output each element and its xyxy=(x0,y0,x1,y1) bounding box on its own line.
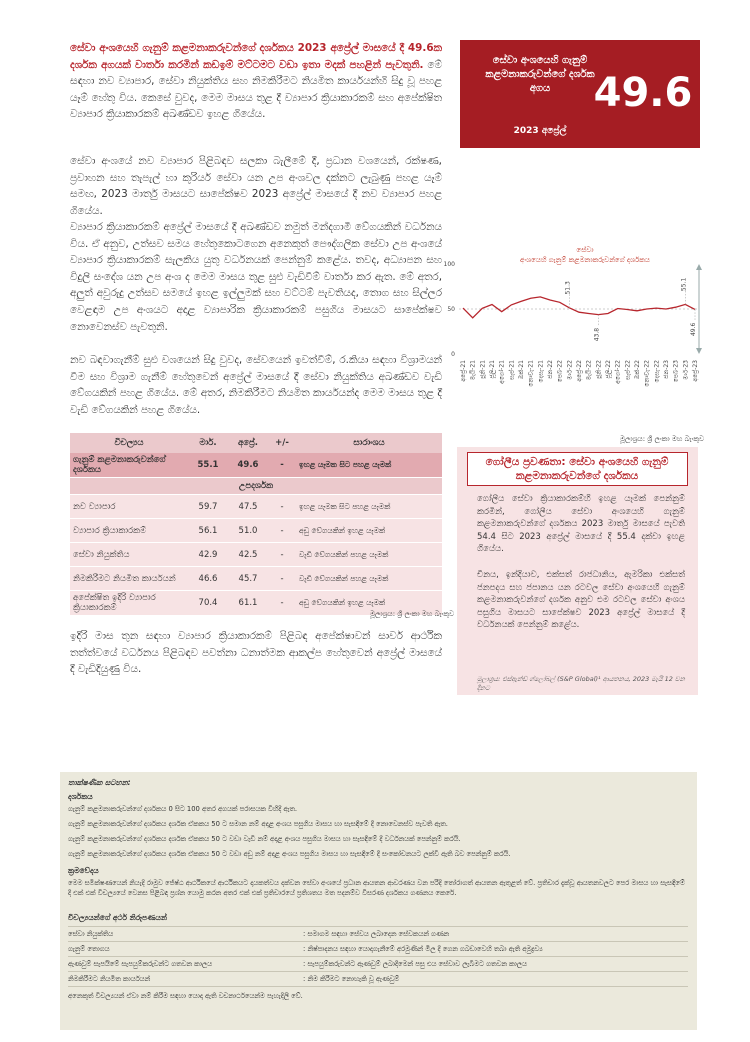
pmi-value-box xyxy=(460,40,700,148)
notes-divider xyxy=(68,926,688,927)
chart-series-line xyxy=(463,297,695,318)
x-tick-label: සැප්-21 xyxy=(508,360,516,380)
table-cell: - xyxy=(268,567,296,591)
x-tick-label: පෙබ-23 xyxy=(672,360,680,383)
pmi-value: 49.6 xyxy=(593,70,693,116)
x-tick-label: ජන-22 xyxy=(547,360,554,379)
x-tick-label: නොවැ-21 xyxy=(527,360,535,387)
x-tick-label: නොවැ-22 xyxy=(643,360,651,387)
global-trends-box xyxy=(457,447,698,695)
table-header: +/- xyxy=(268,433,296,453)
global-trends-paragraph: ගෝලීය සේවා ක්‍රියාකාරකම්හි ඉහළ යෑමක් පෙන්නුම් කරමින්, ගෝලීය සේවා අංශයෙහි ගැනුම් කළමනාකරුවන්ගේ දර්ශකය 2023 මාර්තු මාසයේ පැවති 54.4 සිට 2023 අප්‍රේල් මාසයේ දී 55.4 දක්වා ඉහළ ගියේය. xyxy=(477,494,685,554)
x-tick-label: ඔක්-22 xyxy=(634,360,641,380)
x-tick-label: අප්‍රේ-23 xyxy=(692,360,699,382)
paragraph-outlook: ඉදිරි මාස තුන සඳහා ව්‍යාපාර ක්‍රියාකාරකම් පිළිබඳ අපේක්ෂාවන් සාර්ව ආර්ථික තත්ත්වයේ වර්ධනය පිළිබඳව පවත්නා ධනාත්මක ආකල්ප හේතුවෙන් අප්‍රේල් මාසයේ දී වැඩිදියුණු විය. xyxy=(70,630,442,676)
table-source: මූලාශ්‍රය: ශ්‍රී ලංකා මහ බැංකුව xyxy=(370,610,455,618)
table-cell: 49.6 xyxy=(228,453,268,478)
table-cell: 45.7 xyxy=(228,567,268,591)
paragraph-new-business: සේවා අංශයේ නව ව්‍යාපාර පිළිබඳව සලකා බැලීමේ දී, ප්‍රධාන වශයෙන්, රක්ෂණ, ප්‍රවාහන සහ තැපැල් හා කුරියර් සේවා යන උප අංශවල දක්නට ලැබුණු පහළ යෑම් සමඟ, 2023 මාර්තු මාසයට සාපේක්ෂව 2023 අප්‍රේල් මාසයේ දී නව ව්‍යාපාර පහළ ගියේය. xyxy=(70,155,442,217)
x-tick-label: ජූලි-21 xyxy=(489,360,496,379)
x-tick-label: මැයි-22 xyxy=(585,360,593,381)
x-tick-label: දෙසැ-22 xyxy=(653,360,661,383)
chart-title-line: අංශයෙහි ගැනුම් කළමනාකරුවන්ගේ දර්ශකය xyxy=(520,256,650,264)
definition-term: නිමකිරීමට නියමිත කාර්යයන් xyxy=(68,975,151,983)
data-label: 43.8 xyxy=(593,327,601,342)
table-cell: නිමකිරීමට නියමිත කාර්යයන් xyxy=(70,567,188,591)
notes-index-line: ගැනුම් කළමනාකරුවන්ගේ දර්ශකය දර්ශක ඒකකය 50 ට වඩා වැඩි නම් අදාළ අංශය පසුගිය මාසය හා සැසඳීමේ දී වර්ධනයක් පෙන්නුම් කරයි. xyxy=(68,835,461,843)
sub-index-table xyxy=(70,433,442,616)
definition-text: : සමාගම සඳහා සේවය ලබාදෙන සේවකයන් ගණන xyxy=(303,930,450,938)
scale-arrow-up xyxy=(696,264,702,270)
table-row xyxy=(70,519,442,543)
data-label: 51.3 xyxy=(564,281,572,295)
table-subheader-row xyxy=(70,478,442,495)
notes-index-line: ගැනුම් කළමනාකරුවන්ගේ දර්ශකය දර්ශක ඒකකය 50 ට සමාන නම් අදාළ අංශය පසුගිය මාසය හා සැසඳීමේ දී නොවෙනස්ව පැවති ඇත. xyxy=(68,820,448,828)
table-cell: ඉහළ යෑමක සිට පහළ යෑමක් xyxy=(296,495,442,519)
x-tick-label: සැප්-22 xyxy=(624,360,632,380)
table-cell: ඉහළ යෑමක සිට පහළ යෑමක් xyxy=(296,453,442,478)
table-cell: අඩු වේගයකින් ඉහළ යෑමක් xyxy=(296,591,442,616)
notes-method-heading: ක්‍රමවේදය xyxy=(68,866,99,875)
table-row-main xyxy=(70,453,442,478)
table-cell: 61.1 xyxy=(228,591,268,616)
table-cell: - xyxy=(268,519,296,543)
technical-notes-box xyxy=(60,772,697,1030)
table-row xyxy=(70,495,442,519)
intro-paragraph xyxy=(70,40,442,123)
scale-arrow-down xyxy=(696,348,702,354)
x-tick-label: අප්‍රේ-21 xyxy=(460,360,467,382)
pmi-value-date: 2023 අප්‍රේල් xyxy=(513,126,567,136)
y-tick-label: 0 xyxy=(451,351,455,358)
intro-rest: මේ සඳහා නව ව්‍යාපාර, සේවා නියුක්තිය සහ නිමකිරීමට නියමිත කාර්යයන්හි සිදු වූ පහළ යෑම් හේතු විය. කෙසේ වුවද, මෙම මාසය තුළ දී ව්‍යාපාර ක්‍රියාකාරකම් සහ අපේක්ෂිත ව්‍යාපාර ක්‍රියාකාරකම් අඛණ්ඩව ඉහළ ගියේය. xyxy=(70,58,442,121)
table-cell: 42.9 xyxy=(188,543,228,567)
notes-divider xyxy=(68,971,688,972)
table-cell: - xyxy=(268,591,296,616)
definition-term: ඇණවුම් සැපයීමේ සැපයුම්කරුවන්ට ගතවන කාලය xyxy=(68,960,213,968)
definition-term: සේවා නියුක්තිය xyxy=(68,930,114,938)
x-tick-label: අගෝ-21 xyxy=(498,360,506,384)
notes-divider xyxy=(68,986,688,987)
x-tick-label: අගෝ-22 xyxy=(614,360,622,384)
x-tick-label: ජූලි-22 xyxy=(605,360,612,379)
notes-divider xyxy=(68,956,688,957)
data-label: 49.6 xyxy=(690,322,697,337)
chart-x-labels xyxy=(460,360,700,387)
table-cell: ගැනුම් කළමනාකරුවන්ගේ දර්ශකය xyxy=(70,453,188,478)
definition-text: : සැපයුම්කරුවන්ට ඇණවුම් ලබාදීමෙන් පසු එය සේවාව ලැබීමට ගතවන කාලය xyxy=(303,960,527,968)
x-tick-label: ජන-23 xyxy=(663,360,670,379)
table-cell: අඩු වේගයකින් ඉහළ යෑමක් xyxy=(296,519,442,543)
x-tick-label: දෙසැ-21 xyxy=(537,360,545,383)
x-tick-label: මැයි-21 xyxy=(469,360,477,381)
table-header: අප්‍රේ. xyxy=(228,433,268,453)
paragraph-business-activity: ව්‍යාපාර ක්‍රියාකාරකම් අප්‍රේල් මාසයේ දී අඛණ්ඩව නමුත් මන්දගාමී වේගයකින් වර්ධනය විය. ඒ අනුව, උත්සව සමය හේතුකොටගෙන අනෙකුත් පෞද්ගලික සේවා උප අංශයේ ව්‍යාපාර ක්‍රියාකාරකම් සැලකිය යුතු වර්ධනයක් පෙන්නුම් කළේය. තවද, අධ්‍යාපන සහ විදුලි සංදේශ යන උප අංශ ද මෙම මාසය තුළ සුළු වැඩිවීම් වාර්තා කර ඇත. මේ අතර, අලුත් අවුරුදු උත්සව සමයේ ඉහළ ඉල්ලුමක් සහ වට්ටම් පැවතියද, තොග සහ සිල්ලර වෙළඳාම උප අංශයට අදාළ ව්‍යාපාරික ක්‍රියාකාරකම් පසුගිය මාසයට සාපේක්ෂව නොවෙනස්ව පැවතුනි. xyxy=(70,221,442,333)
x-tick-label: ජූනි-22 xyxy=(595,360,603,379)
chart-title xyxy=(520,246,650,265)
notes-index-heading: දර්ශකය xyxy=(68,792,93,801)
table-cell: - xyxy=(268,543,296,567)
notes-method-text: මෙම සමීක්ෂණයෙන් නියැදි රාමුව ජේෂ්ඨ ආර්ථිකයේ ආර්ථිකයට දායකත්වය දක්වන සේවා අංශයේ ප්‍රධාන ආයතන ආවරණය වන පරිදි තෝරාගත් ආයතන ඇතුළත් වේ. ප්‍රතිචාර දැක්වූ ආයතනවලට පෙර මාසය හා සැසඳීමේ දී එක් එක් විචල්‍යයේ වෙනස පිළිබඳ ප්‍රශ්න යොමු කරන අතර එක් එක් ප්‍රතිචාරයේ ප්‍රතිශතය මත පදනම්ව විසරණ දර්ශකය ගණනය කෙරේ. xyxy=(68,879,685,897)
table-cell: 59.7 xyxy=(188,495,228,519)
y-tick-label: 50 xyxy=(447,306,455,313)
table-cell: 56.1 xyxy=(188,519,228,543)
paragraph-employment: නව බඳවාගැනීම් සුළු වශයෙන් සිදු වුවද, සේවයෙන් ඉවත්වීම්, ර.කියා සඳහා විශ්‍රාමයන් වීම සහ විශ්‍රාම ගැනීම් හේතුවෙන් අප්‍රේල් මාසයේ දී සේවා නියුක්තිය අඛණ්ඩව වැඩි වේගයකින් පහළ ගියේය. මේ අතර, නිමකිරීමට නියමිත කාර්යයන්ද මෙම මාසය තුළ දී වැඩි වේගයකින් පහළ ගියේය. xyxy=(70,354,442,416)
chart-title-line: සේවා xyxy=(576,246,594,254)
table-cell: වැඩි වේගයකින් පහළ යෑමක් xyxy=(296,567,442,591)
table-cell: 47.5 xyxy=(228,495,268,519)
table-header: මාර්. xyxy=(188,433,228,453)
table-cell: ව්‍යාපාර ක්‍රියාකාරකම් xyxy=(70,519,188,543)
data-label: 55.1 xyxy=(680,277,688,292)
global-trends-source: මූලාශ්‍රය: එස්ඇන්ඩ් ග්ලෝබල් (S&P Global)¹ ආයතනය, 2023 මැයි 12 වන දිනට xyxy=(477,675,685,692)
x-tick-label: ජූනි-21 xyxy=(479,360,487,379)
table-cell: 51.0 xyxy=(228,519,268,543)
table-cell: වැඩි වේගයකින් පහළ යෑමක් xyxy=(296,543,442,567)
table-row xyxy=(70,543,442,567)
definition-term: ගැනුම් තොගය xyxy=(68,945,110,953)
definition-text: : නිෂ්පාදනය සඳහා යොදාගැනීමේ අරමුණින් මිල දී ගෙන ගබඩාවෙහි තබා ඇති අමුද්‍රව්‍ය xyxy=(303,945,543,953)
notes-title: තාක්ෂණික සටහන: xyxy=(68,778,131,787)
notes-definitions-heading: විචල්‍යයන්ගේ අර්ථ නිරූපණයන් xyxy=(68,913,167,922)
notes-index-line: ගැනුම් කළමනාකරුවන්ගේ දර්ශකය 0 සිට 100 අතර අගයක් පරාසයක විහිදී ඇත. xyxy=(68,805,298,813)
x-tick-label: අප්‍රේ-22 xyxy=(576,360,583,382)
table-cell: 42.5 xyxy=(228,543,268,567)
pmi-value-label: සේවා අංශයෙහි ගැනුම් කළමනාකරුවන්ගේ දර්ශක අගය xyxy=(485,55,595,94)
x-tick-label: මාර්-22 xyxy=(566,360,574,380)
global-trends-title: ගෝලීය ප්‍රවණතා: සේවා අංශයෙහි ගැනුම් කළමනාකරුවන්ගේ දර්ශකය xyxy=(485,456,669,482)
notes-footer: අනෙකුත් විචල්‍යයන් ඒවා නම් කිරීම සඳහා යොදා ඇති වචනාර්ථයෙන්ම පැහැදිලි වේ. xyxy=(68,992,303,1000)
table-cell: 46.6 xyxy=(188,567,228,591)
table-subheader: උපදර්ශක xyxy=(70,478,442,495)
table-header: විචල්‍යය xyxy=(70,433,188,453)
table-header-row xyxy=(70,433,442,453)
global-trends-paragraph: චීනය, ඉන්දියාව, එක්සත් රාජධානිය, ඇමරිකා එක්සත් ජනපදය සහ ජපානය යන රටවල සේවා අංශයෙහි ගැනුම් කළමනාකරුවන්ගේ දර්ශක අනුව එම රටවල සේවා අංශය පසුගිය මාසයට සාපේක්ෂව 2023 අප්‍රේල් මාසයේ දී වර්ධනයක් පෙන්නුම් කළේය. xyxy=(477,570,685,630)
definition-text: : නිම කිරීමට නොහැකි වූ ඇණවුම් xyxy=(303,975,400,983)
table-cell: 70.4 xyxy=(188,591,228,616)
table-cell: අපේක්ෂිත ඉදිරි ව්‍යාපාර ක්‍රියාකාරකම් xyxy=(70,591,188,616)
notes-index-line: ගැනුම් කළමනාකරුවන්ගේ දර්ශකය දර්ශක ඒකකය 50 ට වඩා අඩු නම් අදාළ අංශය පසුගිය මාසය හා සැසඳීමේ දී සංකෝචනයට ලක්වී ඇති බව පෙන්නුම් කරයි. xyxy=(68,850,511,858)
x-tick-label: ඔක්-21 xyxy=(518,360,525,380)
services-pmi-chart xyxy=(435,240,705,440)
y-tick-label: 100 xyxy=(443,261,455,268)
x-tick-label: මාර්-23 xyxy=(682,360,690,380)
intro-highlight: සේවා අංශයෙහි ගැනුම් කළමනාකරුවන්ගේ දර්ශකය 2023 අප්‍රේල් මාසයේ දී 49.6ක දර්ශක අගයක් වාර්තා කරමින් කඩඉම් මට්ටමට වඩා ඉතා මදක් පහළින් පැවතුනි. xyxy=(70,42,442,71)
table-cell: සේවා නියුක්තිය xyxy=(70,543,188,567)
chart-y-ticks xyxy=(444,261,456,358)
table-cell: 55.1 xyxy=(188,453,228,478)
table-row xyxy=(70,567,442,591)
notes-divider xyxy=(68,941,688,942)
table-header: සාරාංශය xyxy=(296,433,442,453)
table-cell: නව ව්‍යාපාර xyxy=(70,495,188,519)
x-tick-label: පෙබ-22 xyxy=(556,360,564,383)
table-cell: - xyxy=(268,495,296,519)
chart-source: මූලාශ්‍රය: ශ්‍රී ලංකා මහ බැංකුව xyxy=(620,435,705,443)
table-cell: - xyxy=(268,453,296,478)
